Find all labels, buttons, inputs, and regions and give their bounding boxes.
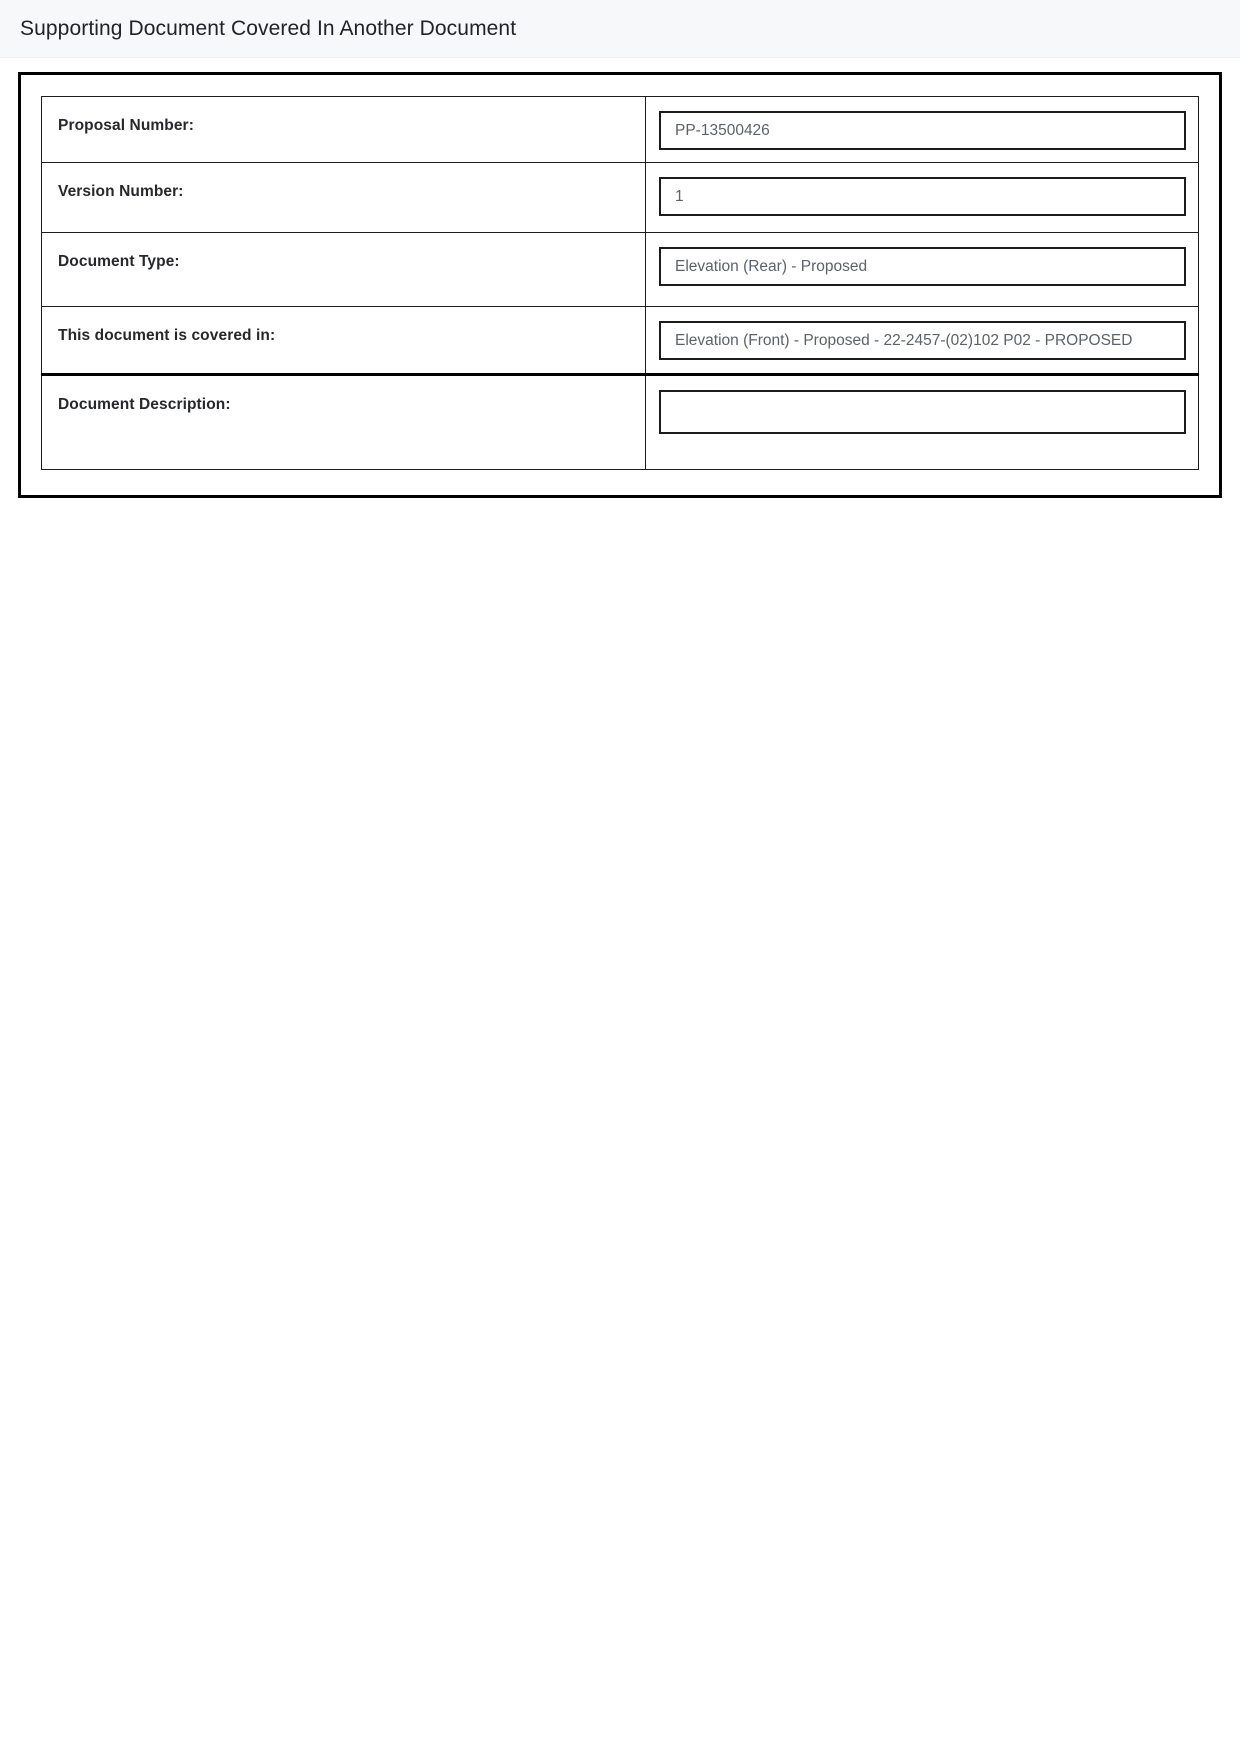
document-type-input[interactable]: Elevation (Rear) - Proposed bbox=[659, 247, 1186, 286]
proposal-number-input[interactable]: PP-13500426 bbox=[659, 111, 1186, 150]
form-row-proposal-number bbox=[42, 97, 1199, 163]
form-container bbox=[18, 72, 1222, 498]
proposal-number-label: Proposal Number: bbox=[58, 117, 194, 134]
version-number-label: Version Number: bbox=[58, 183, 184, 200]
page-title: Supporting Document Covered In Another Document bbox=[20, 16, 517, 40]
form-row-version-number bbox=[42, 163, 1199, 233]
covered-in-label: This document is covered in: bbox=[58, 327, 276, 344]
version-number-input[interactable]: 1 bbox=[659, 177, 1186, 216]
form-table bbox=[41, 96, 1199, 470]
form-row-document-description bbox=[42, 375, 1199, 470]
document-description-label: Document Description: bbox=[58, 396, 231, 413]
covered-in-input[interactable]: Elevation (Front) - Proposed - 22-2457-(02)102 P02 - PROPOSED bbox=[659, 321, 1186, 360]
document-description-input[interactable] bbox=[659, 390, 1186, 434]
page-header bbox=[0, 0, 1240, 58]
form-row-document-type bbox=[42, 233, 1199, 307]
document-type-label: Document Type: bbox=[58, 253, 180, 270]
form-row-covered-in bbox=[42, 307, 1199, 375]
